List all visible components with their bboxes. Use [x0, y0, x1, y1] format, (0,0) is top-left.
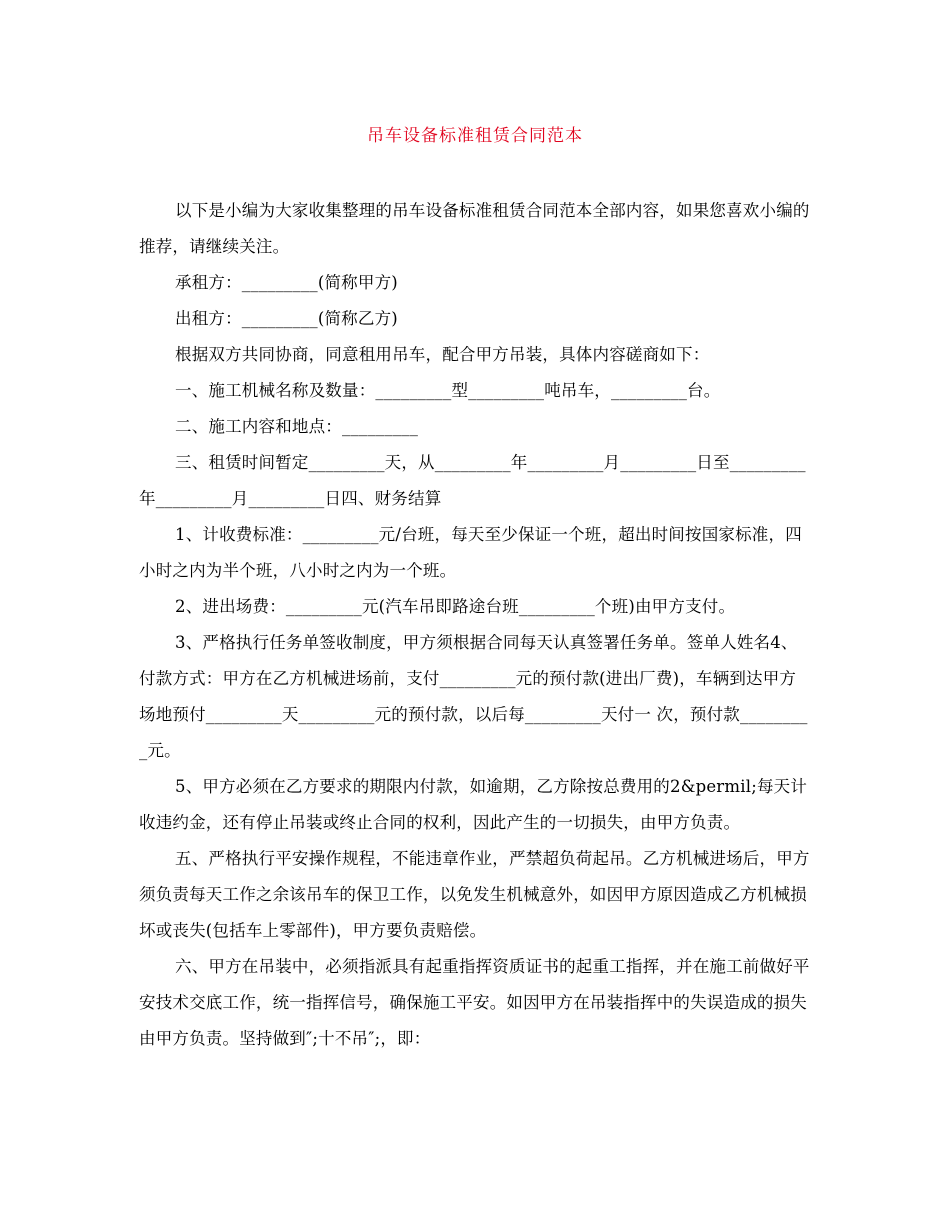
clause-4-2-entry-fee: 2、进出场费：_________元(汽车吊即路途台班_________个班)由甲方支付。 — [175, 597, 736, 616]
lessor-line: 出租方：_________(简称乙方) — [175, 309, 398, 328]
clause-1-machinery: 一、施工机械名称及数量：_________型_________吨吊车，_________台。 — [175, 381, 721, 400]
agreement-paragraph: 根据双方共同协商，同意租用吊车，配合甲方吊装，具体内容磋商如下： — [175, 345, 710, 364]
clause-4-5-late-payment: 5、甲方必须在乙方要求的期限内付款，如逾期，乙方除按总费用的2&permil;每天计收违约金，还有停止吊装或终止合同的权利，因此产生的一切损失，由甲方负责。 — [139, 777, 808, 832]
document-body — [139, 193, 811, 1057]
clause-6-command: 六、甲方在吊装中，必须指派具有起重指挥资质证书的起重工指挥，并在施工前做好平安技术交底工作，统一指挥信号，确保施工平安。如因甲方在吊装指挥中的失误造成的损失由甲方负责。坚持做到″;十不吊″;，即： — [139, 957, 810, 1048]
intro-paragraph: 以下是小编为大家收集整理的吊车设备标准租赁合同范本全部内容，如果您喜欢小编的推荐，请继续关注。 — [139, 201, 810, 256]
clause-4-3-payment: 3、严格执行任务单签收制度，甲方须根据合同每天认真签署任务单。签单人姓名4、付款方式：甲方在乙方机械进场前，支付_________元的预付款(进出厂费)，车辆到达甲方场地预付_________天_________元的预付款，以后每_________天付一 次，预付款_________元。 — [139, 633, 808, 760]
clause-4-1-fee-standard: 1、计收费标准：_________元/台班，每天至少保证一个班，超出时间按国家标准，四小时之内为半个班，八小时之内为一个班。 — [139, 525, 802, 580]
document-title: 吊车设备标准租赁合同范本 — [367, 126, 583, 146]
clause-3-lease-time: 三、租赁时间暂定_________天，从_________年_________月_________日至_________年_________月_________日四、财务结算 — [139, 453, 806, 508]
clause-2-content-location: 二、施工内容和地点：_________ — [175, 417, 419, 436]
clause-5-safety: 五、严格执行平安操作规程，不能违章作业，严禁超负荷起吊。乙方机械进场后，甲方须负责每天工作之余该吊车的保卫工作，以免发生机械意外，如因甲方原因造成乙方机械损坏或丧失(包括车上零部件)，甲方要负责赔偿。 — [139, 849, 810, 940]
lessee-line: 承租方：_________(简称甲方) — [175, 273, 398, 292]
